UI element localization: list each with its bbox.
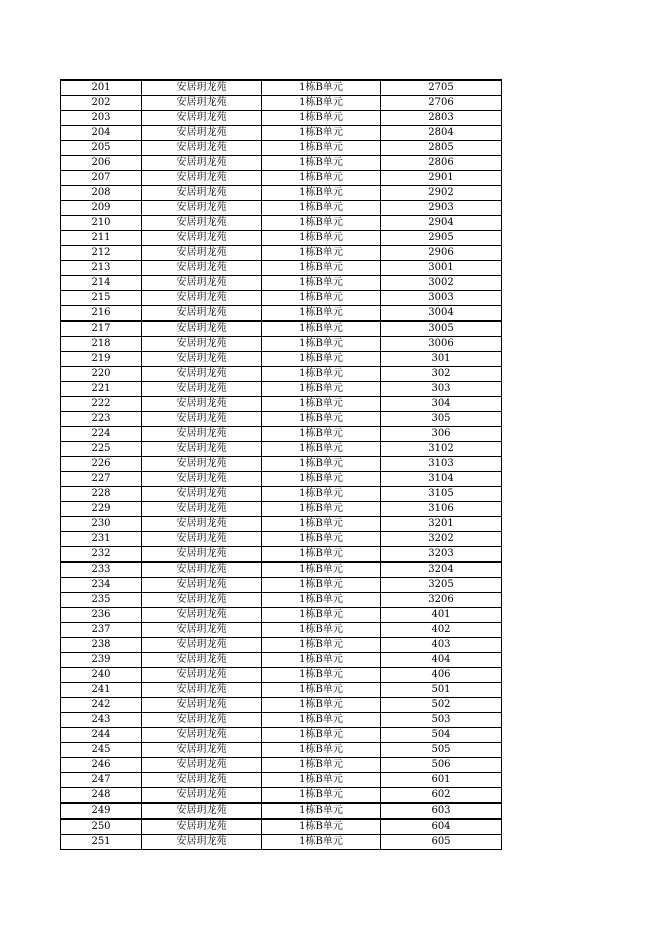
table-row: [61, 246, 502, 261]
table-row: [61, 321, 502, 337]
community-name-cell[interactable]: 安居玥龙苑: [142, 246, 262, 261]
building-unit-cell[interactable]: 1栋B单元: [262, 532, 381, 547]
row-number-cell[interactable]: 201: [61, 80, 142, 96]
building-unit-cell[interactable]: 1栋B单元: [262, 773, 381, 788]
table-row: [61, 758, 502, 773]
room-number-cell[interactable]: 3005: [381, 321, 502, 337]
row-number-cell[interactable]: 234: [61, 578, 142, 593]
row-number-cell[interactable]: 242: [61, 698, 142, 713]
row-number-cell[interactable]: 246: [61, 758, 142, 773]
table-row: [61, 397, 502, 412]
row-number-cell[interactable]: 207: [61, 171, 142, 186]
table-row: [61, 412, 502, 427]
community-name-cell[interactable]: 安居玥龙苑: [142, 743, 262, 758]
table-row: [61, 80, 502, 96]
community-name-cell[interactable]: 安居玥龙苑: [142, 487, 262, 502]
room-number-cell[interactable]: 504: [381, 728, 502, 743]
row-number-cell[interactable]: 228: [61, 487, 142, 502]
building-unit-cell[interactable]: 1栋B单元: [262, 623, 381, 638]
building-unit-cell[interactable]: 1栋B单元: [262, 367, 381, 382]
row-number-cell[interactable]: 243: [61, 713, 142, 728]
building-unit-cell[interactable]: 1栋B单元: [262, 216, 381, 231]
table-row: [61, 623, 502, 638]
table-row: [61, 653, 502, 668]
community-name-cell[interactable]: 安居玥龙苑: [142, 653, 262, 668]
row-number-cell[interactable]: 227: [61, 472, 142, 487]
room-number-cell[interactable]: 601: [381, 773, 502, 788]
community-name-cell[interactable]: 安居玥龙苑: [142, 156, 262, 171]
room-number-cell[interactable]: 3205: [381, 578, 502, 593]
building-unit-cell[interactable]: 1栋B单元: [262, 698, 381, 713]
room-number-cell[interactable]: 2906: [381, 246, 502, 261]
building-unit-cell[interactable]: 1栋B单元: [262, 502, 381, 517]
room-number-cell[interactable]: 3003: [381, 291, 502, 306]
building-unit-cell[interactable]: 1栋B单元: [262, 171, 381, 186]
room-number-cell[interactable]: 2905: [381, 231, 502, 246]
community-name-cell[interactable]: 安居玥龙苑: [142, 96, 262, 111]
room-number-cell[interactable]: 2901: [381, 171, 502, 186]
table-row: [61, 111, 502, 126]
room-number-cell[interactable]: 401: [381, 608, 502, 623]
room-number-cell[interactable]: 505: [381, 743, 502, 758]
table-row: [61, 231, 502, 246]
room-number-cell[interactable]: 2902: [381, 186, 502, 201]
row-number-cell[interactable]: 204: [61, 126, 142, 141]
row-number-cell[interactable]: 218: [61, 337, 142, 352]
row-number-cell[interactable]: 222: [61, 397, 142, 412]
table-row: [61, 96, 502, 111]
room-number-cell[interactable]: 2904: [381, 216, 502, 231]
community-name-cell[interactable]: 安居玥龙苑: [142, 141, 262, 156]
community-name-cell[interactable]: 安居玥龙苑: [142, 321, 262, 337]
table-row: [61, 382, 502, 397]
room-number-cell[interactable]: 2706: [381, 96, 502, 111]
community-name-cell[interactable]: 安居玥龙苑: [142, 547, 262, 563]
table-row: [61, 773, 502, 788]
table-row: [61, 608, 502, 623]
building-unit-cell[interactable]: 1栋B单元: [262, 728, 381, 743]
community-name-cell[interactable]: 安居玥龙苑: [142, 788, 262, 804]
table-row: [61, 216, 502, 231]
community-name-cell[interactable]: 安居玥龙苑: [142, 683, 262, 698]
row-number-cell[interactable]: 224: [61, 427, 142, 442]
room-number-cell[interactable]: 2804: [381, 126, 502, 141]
table-row: [61, 201, 502, 216]
row-number-cell[interactable]: 206: [61, 156, 142, 171]
room-number-cell[interactable]: 3105: [381, 487, 502, 502]
community-name-cell[interactable]: 安居玥龙苑: [142, 352, 262, 367]
table-row: [61, 578, 502, 593]
table-body: [61, 80, 502, 850]
building-unit-cell[interactable]: 1栋B单元: [262, 517, 381, 532]
building-unit-cell[interactable]: 1栋B单元: [262, 397, 381, 412]
row-number-cell[interactable]: 209: [61, 201, 142, 216]
community-name-cell[interactable]: 安居玥龙苑: [142, 668, 262, 683]
building-unit-cell[interactable]: 1栋B单元: [262, 668, 381, 683]
room-number-cell[interactable]: 3202: [381, 532, 502, 547]
room-number-cell[interactable]: 3106: [381, 502, 502, 517]
community-name-cell[interactable]: 安居玥龙苑: [142, 638, 262, 653]
community-name-cell[interactable]: 安居玥龙苑: [142, 773, 262, 788]
building-unit-cell[interactable]: 1栋B单元: [262, 653, 381, 668]
table-row: [61, 442, 502, 457]
row-number-cell[interactable]: 248: [61, 788, 142, 804]
room-number-cell[interactable]: 501: [381, 683, 502, 698]
row-number-cell[interactable]: 214: [61, 276, 142, 291]
room-number-cell[interactable]: 306: [381, 427, 502, 442]
community-name-cell[interactable]: 安居玥龙苑: [142, 337, 262, 352]
room-number-cell[interactable]: 3004: [381, 306, 502, 322]
building-unit-cell[interactable]: 1栋B单元: [262, 111, 381, 126]
table-row: [61, 337, 502, 352]
room-number-cell[interactable]: 2705: [381, 80, 502, 96]
table-row: [61, 472, 502, 487]
row-number-cell[interactable]: 215: [61, 291, 142, 306]
building-unit-cell[interactable]: 1栋B单元: [262, 683, 381, 698]
row-number-cell[interactable]: 217: [61, 321, 142, 337]
row-number-cell[interactable]: 232: [61, 547, 142, 563]
community-name-cell[interactable]: 安居玥龙苑: [142, 728, 262, 743]
building-unit-cell[interactable]: 1栋B单元: [262, 80, 381, 96]
community-name-cell[interactable]: 安居玥龙苑: [142, 578, 262, 593]
building-unit-cell[interactable]: 1栋B单元: [262, 608, 381, 623]
community-name-cell[interactable]: 安居玥龙苑: [142, 80, 262, 96]
table-row: [61, 171, 502, 186]
row-number-cell[interactable]: 225: [61, 442, 142, 457]
row-number-cell[interactable]: 221: [61, 382, 142, 397]
room-number-cell[interactable]: 602: [381, 788, 502, 804]
building-unit-cell[interactable]: 1栋B单元: [262, 788, 381, 804]
table-row: [61, 562, 502, 578]
row-number-cell[interactable]: 249: [61, 803, 142, 819]
table-row: [61, 638, 502, 653]
building-unit-cell[interactable]: 1栋B单元: [262, 835, 381, 850]
community-name-cell[interactable]: 安居玥龙苑: [142, 698, 262, 713]
room-number-cell[interactable]: 605: [381, 835, 502, 850]
row-number-cell[interactable]: 229: [61, 502, 142, 517]
room-number-cell[interactable]: 3206: [381, 593, 502, 608]
community-name-cell[interactable]: 安居玥龙苑: [142, 397, 262, 412]
row-number-cell[interactable]: 239: [61, 653, 142, 668]
community-name-cell[interactable]: 安居玥龙苑: [142, 803, 262, 819]
room-number-cell[interactable]: 2803: [381, 111, 502, 126]
community-name-cell[interactable]: 安居玥龙苑: [142, 608, 262, 623]
room-number-cell[interactable]: 2806: [381, 156, 502, 171]
community-name-cell[interactable]: 安居玥龙苑: [142, 171, 262, 186]
building-unit-cell[interactable]: 1栋B单元: [262, 306, 381, 322]
data-table: [60, 79, 502, 850]
row-number-cell[interactable]: 237: [61, 623, 142, 638]
spreadsheet-sheet: [60, 79, 501, 850]
table-row: [61, 593, 502, 608]
room-number-cell[interactable]: 302: [381, 367, 502, 382]
table-row: [61, 517, 502, 532]
row-number-cell[interactable]: 226: [61, 457, 142, 472]
room-number-cell[interactable]: 503: [381, 713, 502, 728]
building-unit-cell[interactable]: 1栋B单元: [262, 382, 381, 397]
table-row: [61, 427, 502, 442]
building-unit-cell[interactable]: 1栋B单元: [262, 758, 381, 773]
table-row: [61, 819, 502, 835]
community-name-cell[interactable]: 安居玥龙苑: [142, 442, 262, 457]
building-unit-cell[interactable]: 1栋B单元: [262, 457, 381, 472]
community-name-cell[interactable]: 安居玥龙苑: [142, 835, 262, 850]
row-number-cell[interactable]: 245: [61, 743, 142, 758]
table-row: [61, 186, 502, 201]
building-unit-cell[interactable]: 1栋B单元: [262, 547, 381, 563]
row-number-cell[interactable]: 241: [61, 683, 142, 698]
room-number-cell[interactable]: 3104: [381, 472, 502, 487]
building-unit-cell[interactable]: 1栋B单元: [262, 337, 381, 352]
room-number-cell[interactable]: 3203: [381, 547, 502, 563]
table-row: [61, 457, 502, 472]
room-number-cell[interactable]: 403: [381, 638, 502, 653]
row-number-cell[interactable]: 250: [61, 819, 142, 835]
room-number-cell[interactable]: 305: [381, 412, 502, 427]
table-row: [61, 502, 502, 517]
room-number-cell[interactable]: 3102: [381, 442, 502, 457]
table-row: [61, 803, 502, 819]
row-number-cell[interactable]: 205: [61, 141, 142, 156]
community-name-cell[interactable]: 安居玥龙苑: [142, 276, 262, 291]
row-number-cell[interactable]: 244: [61, 728, 142, 743]
row-number-cell[interactable]: 212: [61, 246, 142, 261]
room-number-cell[interactable]: 2805: [381, 141, 502, 156]
community-name-cell[interactable]: 安居玥龙苑: [142, 126, 262, 141]
row-number-cell[interactable]: 219: [61, 352, 142, 367]
room-number-cell[interactable]: 3103: [381, 457, 502, 472]
table-row: [61, 547, 502, 563]
table-row: [61, 126, 502, 141]
building-unit-cell[interactable]: 1栋B单元: [262, 819, 381, 835]
room-number-cell[interactable]: 3006: [381, 337, 502, 352]
row-number-cell[interactable]: 230: [61, 517, 142, 532]
room-number-cell[interactable]: 3002: [381, 276, 502, 291]
table-row: [61, 352, 502, 367]
table-row: [61, 261, 502, 276]
community-name-cell[interactable]: 安居玥龙苑: [142, 532, 262, 547]
row-number-cell[interactable]: 236: [61, 608, 142, 623]
table-row: [61, 668, 502, 683]
row-number-cell[interactable]: 210: [61, 216, 142, 231]
table-row: [61, 743, 502, 758]
table-row: [61, 487, 502, 502]
table-row: [61, 835, 502, 850]
row-number-cell[interactable]: 220: [61, 367, 142, 382]
community-name-cell[interactable]: 安居玥龙苑: [142, 593, 262, 608]
community-name-cell[interactable]: 安居玥龙苑: [142, 517, 262, 532]
building-unit-cell[interactable]: 1栋B单元: [262, 638, 381, 653]
community-name-cell[interactable]: 安居玥龙苑: [142, 713, 262, 728]
community-name-cell[interactable]: 安居玥龙苑: [142, 758, 262, 773]
building-unit-cell[interactable]: 1栋B单元: [262, 231, 381, 246]
table-row: [61, 291, 502, 306]
community-name-cell[interactable]: 安居玥龙苑: [142, 819, 262, 835]
building-unit-cell[interactable]: 1栋B单元: [262, 593, 381, 608]
row-number-cell[interactable]: 202: [61, 96, 142, 111]
row-number-cell[interactable]: 211: [61, 231, 142, 246]
room-number-cell[interactable]: 603: [381, 803, 502, 819]
building-unit-cell[interactable]: 1栋B单元: [262, 578, 381, 593]
row-number-cell[interactable]: 216: [61, 306, 142, 322]
building-unit-cell[interactable]: 1栋B单元: [262, 156, 381, 171]
row-number-cell[interactable]: 238: [61, 638, 142, 653]
building-unit-cell[interactable]: 1栋B单元: [262, 487, 381, 502]
table-row: [61, 532, 502, 547]
row-number-cell[interactable]: 251: [61, 835, 142, 850]
row-number-cell[interactable]: 233: [61, 562, 142, 578]
community-name-cell[interactable]: 安居玥龙苑: [142, 231, 262, 246]
table-row: [61, 367, 502, 382]
table-row: [61, 276, 502, 291]
building-unit-cell[interactable]: 1栋B单元: [262, 803, 381, 819]
community-name-cell[interactable]: 安居玥龙苑: [142, 201, 262, 216]
building-unit-cell[interactable]: 1栋B单元: [262, 713, 381, 728]
room-number-cell[interactable]: 404: [381, 653, 502, 668]
community-name-cell[interactable]: 安居玥龙苑: [142, 382, 262, 397]
room-number-cell[interactable]: 604: [381, 819, 502, 835]
room-number-cell[interactable]: 303: [381, 382, 502, 397]
room-number-cell[interactable]: 2903: [381, 201, 502, 216]
row-number-cell[interactable]: 240: [61, 668, 142, 683]
room-number-cell[interactable]: 3201: [381, 517, 502, 532]
community-name-cell[interactable]: 安居玥龙苑: [142, 412, 262, 427]
community-name-cell[interactable]: 安居玥龙苑: [142, 111, 262, 126]
row-number-cell[interactable]: 203: [61, 111, 142, 126]
community-name-cell[interactable]: 安居玥龙苑: [142, 472, 262, 487]
building-unit-cell[interactable]: 1栋B单元: [262, 427, 381, 442]
room-number-cell[interactable]: 3204: [381, 562, 502, 578]
building-unit-cell[interactable]: 1栋B单元: [262, 186, 381, 201]
building-unit-cell[interactable]: 1栋B单元: [262, 412, 381, 427]
table-row: [61, 306, 502, 322]
community-name-cell[interactable]: 安居玥龙苑: [142, 306, 262, 322]
room-number-cell[interactable]: 506: [381, 758, 502, 773]
room-number-cell[interactable]: 3001: [381, 261, 502, 276]
row-number-cell[interactable]: 231: [61, 532, 142, 547]
row-number-cell[interactable]: 247: [61, 773, 142, 788]
row-number-cell[interactable]: 235: [61, 593, 142, 608]
community-name-cell[interactable]: 安居玥龙苑: [142, 216, 262, 231]
building-unit-cell[interactable]: 1栋B单元: [262, 96, 381, 111]
community-name-cell[interactable]: 安居玥龙苑: [142, 186, 262, 201]
row-number-cell[interactable]: 213: [61, 261, 142, 276]
building-unit-cell[interactable]: 1栋B单元: [262, 141, 381, 156]
building-unit-cell[interactable]: 1栋B单元: [262, 126, 381, 141]
room-number-cell[interactable]: 402: [381, 623, 502, 638]
community-name-cell[interactable]: 安居玥龙苑: [142, 367, 262, 382]
building-unit-cell[interactable]: 1栋B单元: [262, 276, 381, 291]
room-number-cell[interactable]: 304: [381, 397, 502, 412]
community-name-cell[interactable]: 安居玥龙苑: [142, 623, 262, 638]
building-unit-cell[interactable]: 1栋B单元: [262, 291, 381, 306]
table-row: [61, 698, 502, 713]
building-unit-cell[interactable]: 1栋B单元: [262, 562, 381, 578]
room-number-cell[interactable]: 406: [381, 668, 502, 683]
table-row: [61, 141, 502, 156]
building-unit-cell[interactable]: 1栋B单元: [262, 201, 381, 216]
community-name-cell[interactable]: 安居玥龙苑: [142, 562, 262, 578]
building-unit-cell[interactable]: 1栋B单元: [262, 472, 381, 487]
community-name-cell[interactable]: 安居玥龙苑: [142, 261, 262, 276]
room-number-cell[interactable]: 502: [381, 698, 502, 713]
building-unit-cell[interactable]: 1栋B单元: [262, 352, 381, 367]
table-row: [61, 728, 502, 743]
table-row: [61, 788, 502, 804]
table-row: [61, 156, 502, 171]
building-unit-cell[interactable]: 1栋B单元: [262, 321, 381, 337]
community-name-cell[interactable]: 安居玥龙苑: [142, 427, 262, 442]
community-name-cell[interactable]: 安居玥龙苑: [142, 291, 262, 306]
building-unit-cell[interactable]: 1栋B单元: [262, 442, 381, 457]
table-row: [61, 683, 502, 698]
row-number-cell[interactable]: 208: [61, 186, 142, 201]
building-unit-cell[interactable]: 1栋B单元: [262, 261, 381, 276]
community-name-cell[interactable]: 安居玥龙苑: [142, 457, 262, 472]
row-number-cell[interactable]: 223: [61, 412, 142, 427]
community-name-cell[interactable]: 安居玥龙苑: [142, 502, 262, 517]
building-unit-cell[interactable]: 1栋B单元: [262, 246, 381, 261]
room-number-cell[interactable]: 301: [381, 352, 502, 367]
table-row: [61, 713, 502, 728]
building-unit-cell[interactable]: 1栋B单元: [262, 743, 381, 758]
